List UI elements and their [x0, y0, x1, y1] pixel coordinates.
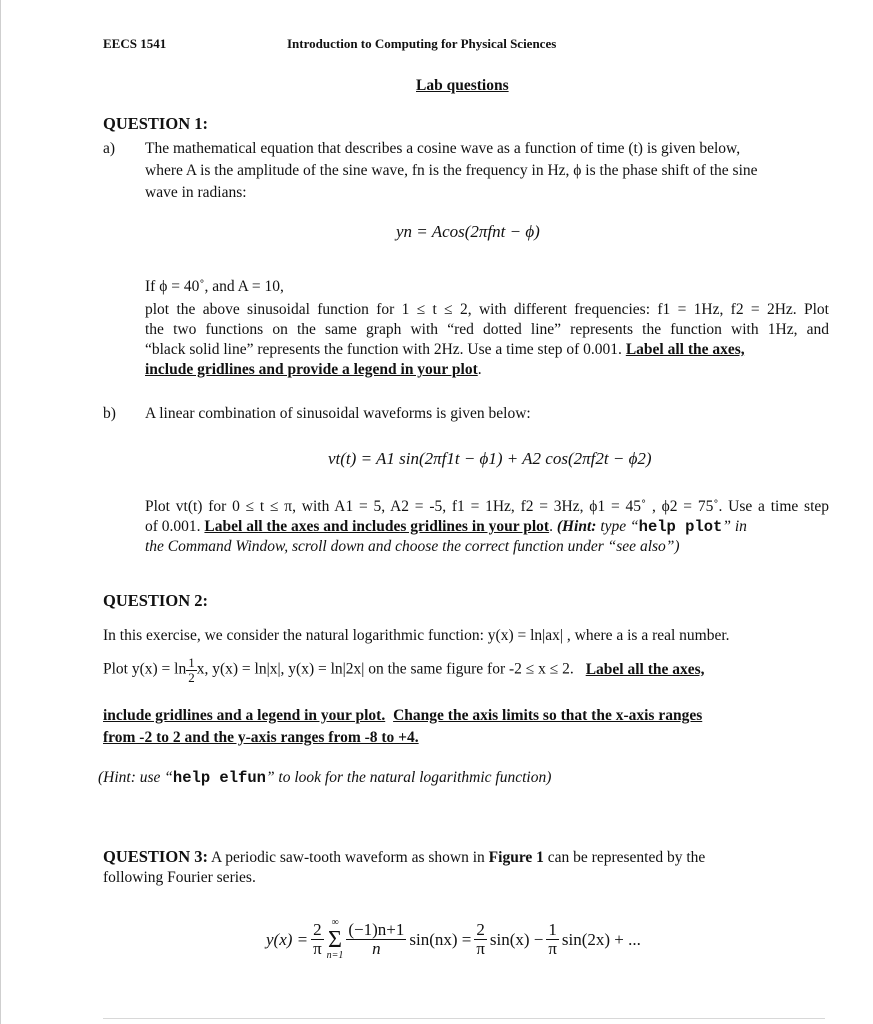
q3-eq-coef-2 [474, 921, 487, 958]
q2-para-2-bold: Label all the axes, [585, 660, 705, 678]
q2-para-3-bold-2: Change the axis limits so that the x-axis ranges [393, 707, 703, 724]
q1b-para-2-after: . [549, 518, 553, 535]
q3-eq-sin-3: sin(2x) + ... [561, 929, 641, 949]
q3-eq-coef-2-den: π [476, 939, 485, 958]
q2-para-3-bold: include gridlines and a legend in your plot. [103, 707, 386, 724]
q1b-hint-pre: type “ [600, 518, 639, 535]
q1-heading: QUESTION 1: [103, 114, 208, 133]
q1a-label: a) [103, 140, 116, 157]
q2-para-2-mid: x, y(x) = ln|x|, y(x) = ln|2x| on the same figure for -2 ≤ x ≤ 2. [196, 660, 574, 678]
q1a-para-3-text: “black solid line” represents the function with 2Hz. Use a time step of 0.001. [145, 341, 622, 358]
q1a-para-4-bold: include gridlines and provide a legend in your plot [145, 361, 478, 378]
q1b-hint-post: ” in [722, 518, 747, 535]
q3-para-2: following Fourier series. [103, 869, 256, 886]
q1a-para-3-bold: Label all the axes, [625, 341, 745, 358]
q1a-line-1: The mathematical equation that describes a cosine wave as a function of time (t) is given below, [145, 140, 741, 157]
q1a-line-2: where A is the amplitude of the sine wave, fn is the frequency in Hz, ϕ is the phase shift of the sine [145, 162, 758, 179]
q1b-para-2-text: of 0.001. [145, 518, 201, 535]
q3-eq-coef-1-num: 2 [313, 920, 322, 940]
q1a-para-4 [145, 360, 482, 380]
q3-eq-summation [327, 918, 344, 961]
q1a-line-3: wave in radians: [145, 184, 247, 201]
bottom-divider [103, 1018, 825, 1019]
q2-hint-pre: (Hint: use “ [98, 769, 173, 786]
q3-figure-ref: Figure 1 [488, 849, 544, 866]
q1a-para-2: the two functions on the same graph with “red dotted line” represents the function with 1Hz, and [145, 321, 829, 338]
q3-para-1 [103, 847, 827, 868]
course-title: Introduction to Computing for Physical Sciences [287, 36, 557, 51]
q3-eq-sin-1: sin(nx) = [409, 929, 472, 949]
q3-para-1-mid: A periodic saw-tooth waveform as shown in [211, 849, 485, 866]
q1b-para-1: Plot vt(t) for 0 ≤ t ≤ π, with A1 = 5, A2 = -5, f1 = 1Hz, f2 = 3Hz, ϕ1 = 45˚ , ϕ2 = 75˚. Use a time step [145, 498, 829, 515]
q2-hint-code: help elfun [172, 769, 266, 787]
q1b-para-2 [145, 517, 835, 537]
q2-para-3 [103, 706, 827, 726]
q3-eq-coef-1-den: π [313, 939, 322, 958]
q3-eq-lhs: y(x) = [266, 929, 309, 949]
q3-heading: QUESTION 3: [103, 847, 208, 866]
q1b-hint-label: (Hint: [556, 518, 597, 535]
q3-eq-sum-symbol: Σ [328, 926, 342, 953]
q2-para-2-start: Plot y(x) = ln [103, 660, 187, 678]
q2-para-2 [103, 656, 827, 684]
q3-eq-coef-3 [546, 921, 559, 958]
q3-eq-term-den: n [372, 939, 381, 958]
q3-eq-sin-2: sin(x) − [489, 929, 544, 949]
q3-equation [266, 918, 641, 961]
q1b-intro: A linear combination of sinusoidal waveforms is given below: [145, 405, 531, 422]
q2-frac-den: 2 [188, 669, 195, 685]
q1b-para-2-bold: Label all the axes and includes gridlines in your plot [204, 518, 550, 535]
course-code: EECS 1541 [103, 36, 167, 51]
q3-eq-sum-bottom: n=1 [326, 949, 344, 961]
page-title: Lab questions [416, 77, 509, 94]
page-edge [0, 0, 1, 1024]
q1b-para-3: the Command Window, scroll down and choose the correct function under “see also”) [145, 538, 680, 555]
q2-hint [98, 768, 551, 788]
q1a-para-1: plot the above sinusoidal function for 1 ≤ t ≤ 2, with different frequencies: f1 = 1Hz, f2 = 2Hz. Plot [145, 301, 829, 318]
q1b-equation: vt(t) = A1 sin(2πf1t − ϕ1) + A2 cos(2πf2t − ϕ2) [328, 449, 652, 468]
q1a-equation: yn = Acos(2πfnt − ϕ) [396, 222, 540, 241]
q3-eq-coef-3-num: 1 [548, 920, 557, 940]
q2-para-1: In this exercise, we consider the natural logarithmic function: y(x) = ln|ax| , where a is a real number. [103, 627, 730, 644]
q3-eq-coef-1 [311, 921, 324, 958]
q3-eq-coef-2-num: 2 [476, 920, 485, 940]
q2-fraction-half [186, 656, 197, 684]
q2-hint-post: ” to look for the natural logarithmic function) [265, 769, 552, 786]
q3-eq-term-num: (−1)n+1 [348, 920, 405, 940]
q1a-para-4-end: . [477, 361, 482, 378]
q2-heading: QUESTION 2: [103, 591, 208, 610]
q1b-hint-code: help plot [638, 518, 723, 536]
q2-frac-num: 1 [188, 655, 195, 670]
q3-eq-sum-top: ∞ [331, 917, 339, 928]
q1b-hint [557, 518, 747, 535]
q3-para-1-end: can be represented by the [547, 849, 706, 866]
q1a-para-3 [145, 340, 829, 360]
q1a-given: If ϕ = 40˚, and A = 10, [145, 278, 284, 295]
q2-para-4: from -2 to 2 and the y-axis ranges from -8 to +4. [103, 729, 419, 746]
q3-eq-term [346, 921, 406, 958]
q3-eq-coef-3-den: π [548, 939, 557, 958]
q1b-label: b) [103, 405, 116, 422]
